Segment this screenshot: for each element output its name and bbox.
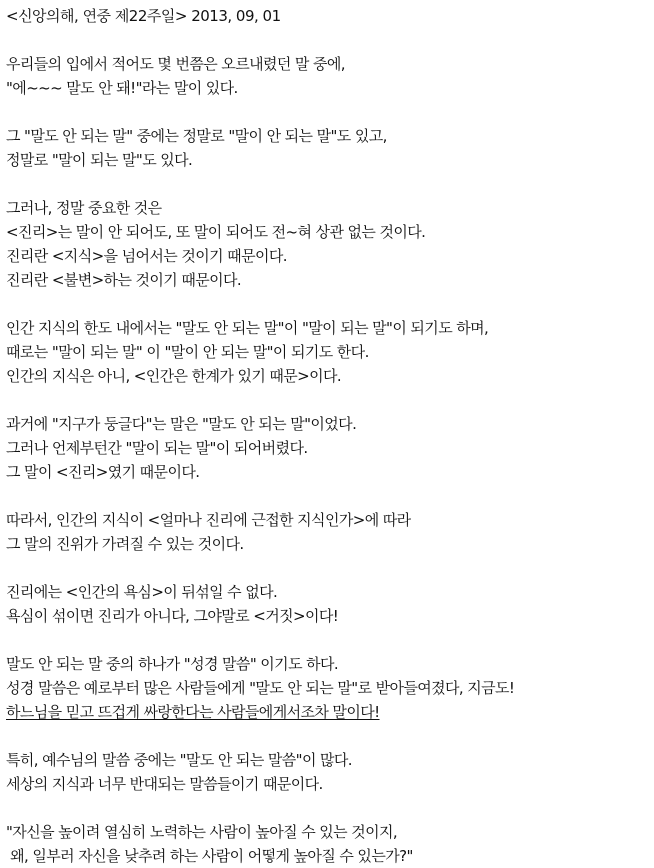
paragraph <box>6 820 652 868</box>
text-line: 때로는 "말이 되는 말" 이 "말이 안 되는 말"이 되기도 한다. <box>6 343 369 361</box>
paragraph <box>6 316 652 388</box>
blank-line <box>6 172 652 196</box>
text-line: 욕심이 섞이면 진리가 아니다, 그야말로 <거짓>이다! <box>6 607 339 625</box>
blank-line <box>6 292 652 316</box>
text-line: 성경 말씀은 예로부터 많은 사람들에게 "말도 안 되는 말"로 받아들여졌다, 지금도! <box>6 679 515 697</box>
blank-line <box>6 28 652 52</box>
text-line: 진리에는 <인간의 욕심>이 뒤섞일 수 없다. <box>6 583 278 601</box>
paragraph <box>6 580 652 628</box>
text-line: 진리란 <불변>하는 것이기 때문이다. <box>6 271 242 289</box>
blank-line <box>6 796 652 820</box>
paragraph <box>6 412 652 484</box>
text-line: 따라서, 인간의 지식이 <얼마나 진리에 근접한 지식인가>에 따라 <box>6 511 411 529</box>
paragraph <box>6 748 652 796</box>
blank-line <box>6 100 652 124</box>
text-line: 말도 안 되는 말 중의 하나가 "성경 말씀" 이기도 하다. <box>6 655 339 673</box>
blank-line <box>6 556 652 580</box>
text-line: 우리들의 입에서 적어도 몇 번쯤은 오르내렸던 말 중에, <box>6 55 345 73</box>
text-line: <진리>는 말이 안 되어도, 또 말이 되어도 전~혀 상관 없는 것이다. <box>6 223 426 241</box>
document-body <box>6 4 652 868</box>
blank-line <box>6 388 652 412</box>
text-line: "에~~~ 말도 안 돼!"라는 말이 있다. <box>6 79 238 97</box>
text-line: 그 말이 <진리>였기 때문이다. <box>6 463 200 481</box>
underlined-text-line: 하느님을 믿고 뜨겁게 싸랑한다는 사람들에게서조차 말이다! <box>6 703 380 721</box>
text-line: 왜, 일부러 자신을 낮추려 하는 사람이 어떻게 높아질 수 있는가?" <box>6 847 413 865</box>
paragraph <box>6 196 652 292</box>
text-line: 그 말의 진위가 가려질 수 있는 것이다. <box>6 535 244 553</box>
text-line: 그 "말도 안 되는 말" 중에는 정말로 "말이 안 되는 말"도 있고, <box>6 127 387 145</box>
text-line: 특히, 예수님의 말씀 중에는 "말도 안 되는 말씀"이 많다. <box>6 751 352 769</box>
text-line: 인간의 지식은 아니, <인간은 한계가 있기 때문>이다. <box>6 367 342 385</box>
blank-line <box>6 484 652 508</box>
text-line: 세상의 지식과 너무 반대되는 말씀들이기 때문이다. <box>6 775 323 793</box>
blank-line <box>6 628 652 652</box>
paragraph <box>6 124 652 172</box>
document-title: <신앙의해, 연중 제22주일> 2013, 09, 01 <box>6 7 281 25</box>
text-line: 그러나, 정말 중요한 것은 <box>6 199 162 217</box>
paragraph <box>6 52 652 100</box>
paragraph <box>6 508 652 556</box>
text-line: 인간 지식의 한도 내에서는 "말도 안 되는 말"이 "말이 되는 말"이 되기도 하며, <box>6 319 489 337</box>
text-line: 진리란 <지식>을 넘어서는 것이기 때문이다. <box>6 247 287 265</box>
blank-line <box>6 724 652 748</box>
text-line: "자신을 높이려 열심히 노력하는 사람이 높아질 수 있는 것이지, <box>6 823 398 841</box>
text-line: 과거에 "지구가 둥글다"는 말은 "말도 안 되는 말"이었다. <box>6 415 357 433</box>
paragraph <box>6 652 652 724</box>
text-line: 정말로 "말이 되는 말"도 있다. <box>6 151 193 169</box>
text-line: 그러나 언제부턴간 "말이 되는 말"이 되어버렸다. <box>6 439 308 457</box>
